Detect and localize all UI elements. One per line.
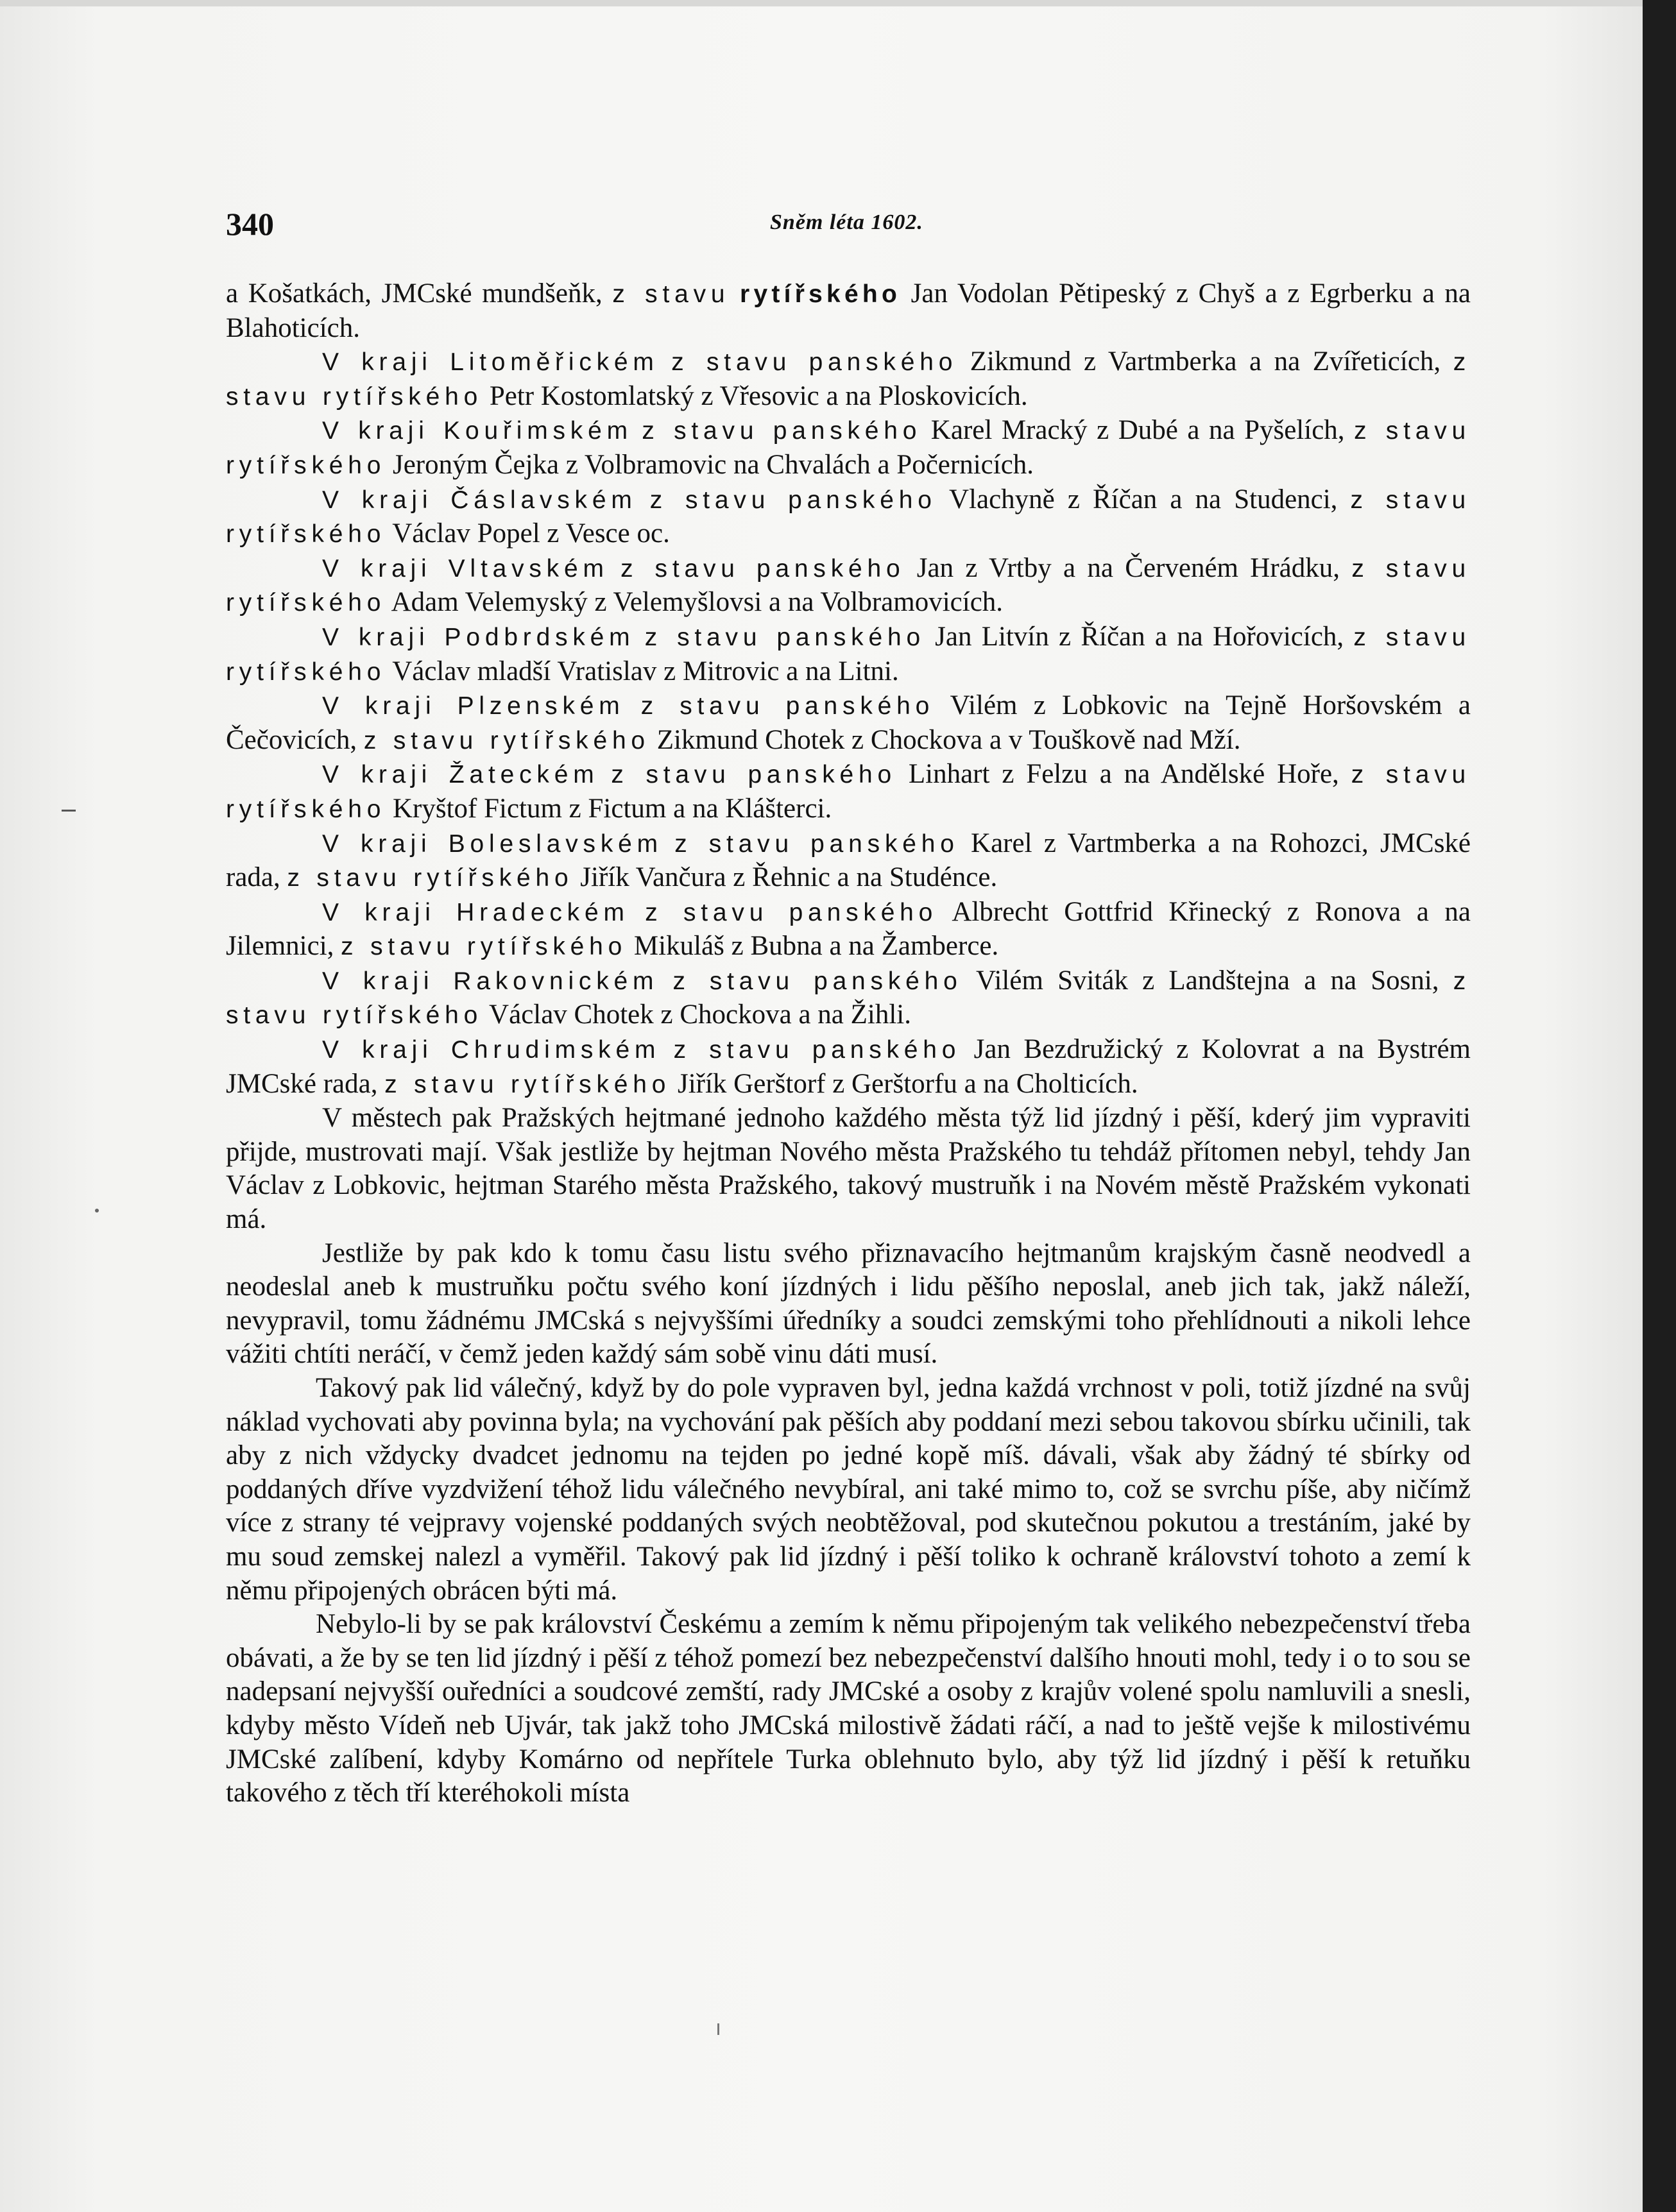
- paragraph: a Košatkách, JMCské mundšeňk, z stavu rytířského Jan Vodolan Pětipeský z Chyš a z Egrberku a na Blahoticích.: [226, 278, 1471, 343]
- paragraph: Takový pak lid válečný, když by do pole vypraven byl, jedna každá vrchnost v poli, totiž jízdné na svůj náklad vychovati aby povinna byla; na vychování pak pěších aby poddaní mezi sebou takovou sbírku učinili, tak aby z nich vždycky dvadcet jednomu na tejden po jedné kopě míš. dávali, však aby žádný té sbírky od poddaných dříve vyzdvižení téhož lidu válečného nevybíral, ani také mimo to, což se svrchu píše, aby ničímž více z strany té vejpravy vojenské poddaných svých neobtěžoval, pod skutečnou pokutou a trestáním, jaké by mu soud zemskej nalezl a vyměřil. Takový pak lid jízdný i pěší toliko k ochraně království tohoto a zemí k němu připojených obrácen býti má.: [226, 1373, 1471, 1606]
- scan-border-right: [1643, 0, 1676, 2212]
- body-text: [226, 277, 1471, 1810]
- paragraph: V kraji Plzenském z stavu panského Vilém z Lobkovic na Tejně Horšovském a Čečovicích, z stavu rytířského Zikmund Chotek z Chockova a v Touškově nad Mží.: [226, 690, 1471, 755]
- paragraph: V kraji Podbrdském z stavu panského Jan Litvín z Říčan a na Hořovicích, z stavu rytířského Václav mladší Vratislav z Mitrovic a na Litni.: [226, 621, 1471, 686]
- bottom-speck: [717, 2023, 719, 2035]
- paragraph: V kraji Boleslavském z stavu panského Karel z Vartmberka a na Rohozci, JMCské rada, z stavu rytířského Jiřík Vančura z Řehnic a na Studénce.: [226, 828, 1471, 893]
- running-head: Sněm léta 1602.: [770, 210, 923, 234]
- paragraph: V kraji Litoměřickém z stavu panského Zikmund z Vartmberka a na Zvířeticích, z stavu rytířského Petr Kostomlatský z Vřesovic a na Ploskovicích.: [226, 346, 1471, 411]
- paragraph: V kraji Kouřimském z stavu panského Karel Mracký z Dubé a na Pyšelích, z stavu rytířského Jeroným Čejka z Volbramovic na Chvalách a Počernicích.: [226, 415, 1471, 480]
- paragraph: V kraji Chrudimském z stavu panského Jan Bezdružický z Kolovrat a na Bystrém JMCské rada, z stavu rytířského Jiřík Gerštorf z Gerštorfu a na Cholticích.: [226, 1034, 1471, 1099]
- page-top-edge: [0, 0, 1643, 6]
- paragraph: Nebylo-li by se pak království Českému a zemím k němu připojeným tak velikého nebezpečenství třeba obávati, a že by se ten lid jízdný i pěší z téhož pomezí bez nebezpečenství dalšího hnouti mohl, tedy i o to sou se nadepsaní nejvyšší ouředníci a soudcové zemští, rady JMCské a osoby z krajův volené spolu namluvili a snesli, kdyby město Vídeň neb Ujvár, tak jakž toho JMCská milostivě žádati ráčí, a nad to ještě vejše k milostivému JMCské zalíbení, kdyby Komárno od nepřítele Turka oblehnuto bylo, aby týž lid jízdný i pěší k retuňku takového z těch tří kteréhokoli místa: [226, 1609, 1471, 1808]
- paragraph: V městech pak Pražských hejtmané jednoho každého města týž lid jízdný i pěší, kderý jim vypraviti přijde, mustrovati mají. Však jestliže by hejtman Nového města Pražského tu tehdáž přítomen nebyl, tehdy Jan Václav z Lobkovic, hejtman Starého města Pražského, takový mustruňk i na Novém městě Pražském vykonati má.: [226, 1103, 1471, 1235]
- page-number: 340: [226, 206, 274, 242]
- paragraph: V kraji Rakovnickém z stavu panského Vilém Sviták z Landštejna a na Sosni, z stavu rytířského Václav Chotek z Chockova a na Žihli.: [226, 965, 1471, 1030]
- paragraph: V kraji Hradeckém z stavu panského Albrecht Gottfrid Křinecký z Ronova a na Jilemnici, z stavu rytířského Mikuláš z Bubna a na Žamberce.: [226, 896, 1471, 962]
- paragraph: V kraji Vltavském z stavu panského Jan z Vrtby a na Červeném Hrádku, z stavu rytířského Adam Velemyský z Velemyšlovsi a na Volbramovicích.: [226, 552, 1471, 618]
- paragraph: Jestliže by pak kdo k tomu času listu svého přiznavacího hejtmanům krajským časně neodvedl a neodeslal aneb k mustruňku počtu svého koní jízdných i lidu pěšího neposlal, aneb jich tak, jakž náleží, nevypravil, tomu žádnému JMCská s nejvyššími úředníky a soudci zemskými toho přehlídnouti a nikoli lehce vážiti chtíti neráčí, v čemž jeden každý sám sobě vinu dáti musí.: [226, 1238, 1471, 1370]
- paragraph: V kraji Čáslavském z stavu panského Vlachyně z Říčan a na Studenci, z stavu rytířského Václav Popel z Vesce oc.: [226, 484, 1471, 549]
- margin-mark: [62, 810, 76, 812]
- margin-speck: [95, 1209, 99, 1212]
- paragraph: V kraji Žateckém z stavu panského Linhart z Felzu a na Andělské Hoře, z stavu rytířského Kryštof Fictum z Fictum a na Klášterci.: [226, 759, 1471, 824]
- page-header: [226, 205, 1471, 250]
